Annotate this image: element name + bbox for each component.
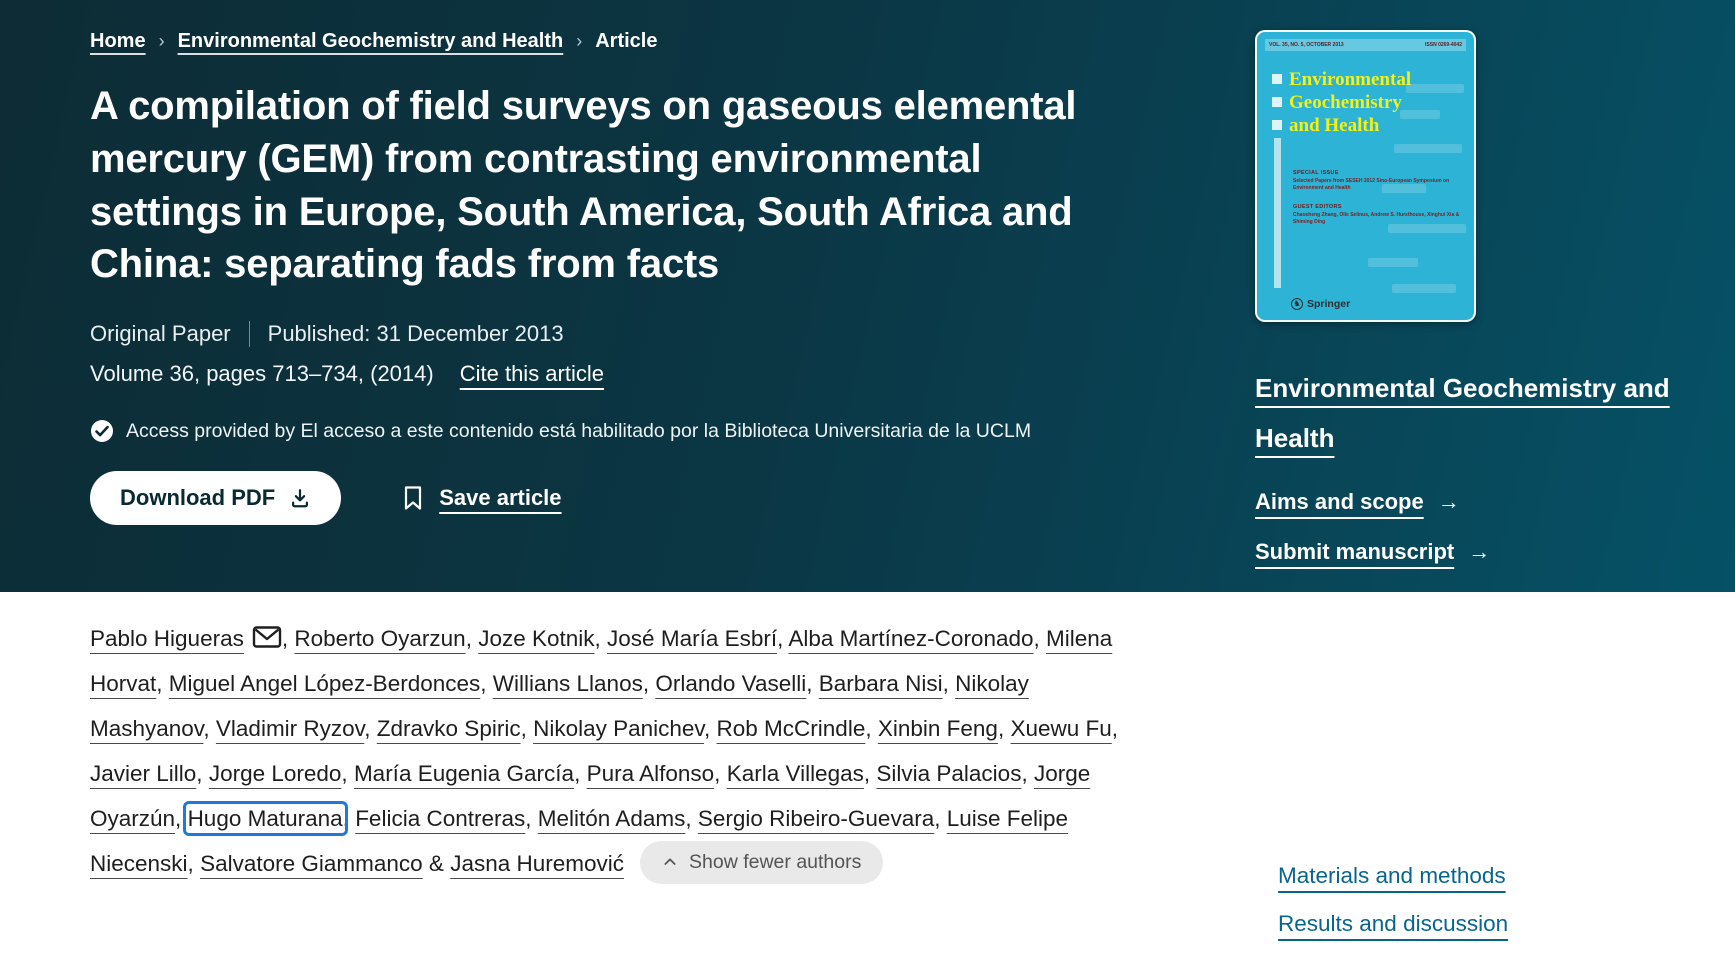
article-title: A compilation of field surveys on gaseous elemental mercury (GEM) from contrasting environmental settings in Europe, South America, South Africa and China: separating fads from facts (90, 84, 1077, 287)
right-arrow-icon: → (1437, 489, 1460, 514)
cover-stripe (1394, 144, 1462, 153)
author-link[interactable]: Alba Martínez-Coronado (788, 626, 1034, 651)
author-link[interactable]: Miguel Angel López-Berdonces (168, 671, 481, 696)
author-names: Pablo Higueras , Roberto Oyarzun, Joze Kotnik, José María Esbrí, Alba Martínez-Coronado, Milena Horvat, Miguel Angel López-Berdonces, Willians Llanos, Orlando Vaselli, Barbara Nisi, Nikolay Mashyanov, Vladimir Ryzov, Zdravko Spiric, Nikolay Panichev, Rob McCrindle, Xinbin Feng, Xuewu Fu, Javier Lillo, Jorge Loredo, María Eugenia García, Pura Alfonso, Karla Villegas, Silvia Palacios, Jorge Oyarzún, Hugo Maturana, Felicia Contreras, Melitón Adams, Sergio Ribeiro-Guevara, Luise Felipe Niecenski, Salvatore Giammanco & Jasna Huremović (90, 626, 1119, 876)
cover-square-decoration (1272, 74, 1282, 84)
cover-publisher-logo: ♞ Springer (1291, 298, 1350, 310)
author-link[interactable]: Jorge Oyarzún (90, 761, 1091, 831)
breadcrumb (90, 30, 1150, 53)
chevron-up-icon (662, 854, 678, 870)
action-buttons (90, 471, 1150, 525)
cover-square-decoration (1272, 120, 1282, 130)
author-list (90, 616, 1130, 887)
save-article-button[interactable] (401, 485, 561, 511)
breadcrumb-separator-icon: › (158, 31, 165, 51)
section-toc (1278, 863, 1508, 937)
bookmark-icon (401, 485, 425, 511)
cover-stripe (1406, 84, 1464, 93)
cover-stripe (1400, 110, 1440, 119)
submit-manuscript-link[interactable]: Submit manuscript → (1255, 539, 1491, 564)
cover-guest-editors: GUEST EDITORS Chaosheng Zhang, Olle Selinus, Andrew S. Hursthouse, Xinghui Xia & Shiming Ding (1293, 204, 1460, 225)
author-link[interactable]: Salvatore Giammanco (200, 851, 423, 876)
download-pdf-button[interactable] (90, 471, 341, 525)
author-link[interactable]: Vladimir Ryzov (215, 716, 365, 741)
download-pdf-label: Download PDF (120, 485, 276, 511)
author-link[interactable]: Hugo Maturana (187, 806, 343, 831)
breadcrumb-home-link[interactable]: Home (90, 30, 146, 52)
cover-square-decoration (1272, 97, 1282, 107)
author-link[interactable]: José María Esbrí (607, 626, 778, 651)
cover-bar-decoration (1274, 138, 1281, 288)
article-type: Original Paper (90, 321, 231, 347)
springer-knight-icon: ♞ (1291, 298, 1303, 310)
author-link[interactable]: Sergio Ribeiro-Guevara (697, 806, 935, 831)
cover-journal-title: Environmental Geochemistry and Health (1289, 69, 1412, 136)
volume-pages: Volume 36, pages 713–734, (2014) (90, 361, 434, 387)
breadcrumb-separator-icon: › (576, 31, 583, 51)
author-link[interactable]: María Eugenia García (353, 761, 575, 786)
author-link[interactable]: Xinbin Feng (877, 716, 998, 741)
volume-row (90, 361, 1150, 387)
author-link[interactable]: Nikolay Mashyanov (90, 671, 1029, 741)
aims-and-scope-link[interactable]: Aims and scope → (1255, 489, 1460, 514)
cover-special-issue: SPECIAL ISSUE Selected Papers from SESEH 2012 Sino-European Symposium on Environment and Health (1293, 170, 1450, 191)
toc-link[interactable]: Materials and methods (1278, 863, 1506, 888)
breadcrumb-current: Article (595, 30, 658, 52)
author-link[interactable]: Rob McCrindle (716, 716, 866, 741)
meta-divider (249, 321, 250, 347)
author-link[interactable]: Milena Horvat (90, 626, 1113, 696)
author-link[interactable]: Luise Felipe Niecenski (90, 806, 1069, 876)
cover-stripe (1382, 184, 1426, 193)
cover-stripe (1392, 284, 1456, 293)
author-link[interactable]: Silvia Palacios (876, 761, 1022, 786)
author-link[interactable]: Javier Lillo (90, 761, 197, 786)
author-link[interactable]: Nikolay Panichev (533, 716, 705, 741)
author-link[interactable]: Karla Villegas (726, 761, 864, 786)
author-link[interactable]: Melitón Adams (537, 806, 686, 831)
author-link[interactable]: Orlando Vaselli (655, 671, 807, 696)
show-fewer-authors-button[interactable] (640, 841, 883, 884)
access-row (90, 419, 1150, 443)
show-fewer-authors-label: Show fewer authors (689, 850, 862, 873)
right-arrow-icon: → (1468, 539, 1491, 564)
author-link[interactable]: Felicia Contreras (355, 806, 526, 831)
breadcrumb-journal-link[interactable]: Environmental Geochemistry and Health (177, 30, 564, 52)
cover-stripe (1368, 258, 1418, 267)
hero-content (90, 30, 1150, 525)
author-link[interactable]: Jorge Loredo (208, 761, 342, 786)
author-link[interactable]: Jasna Huremović (450, 851, 625, 876)
cover-masthead (1265, 39, 1466, 51)
published-date: Published: 31 December 2013 (267, 321, 564, 347)
author-link[interactable]: Joze Kotnik (478, 626, 595, 651)
cover-volume-line: VOL. 35, NO. 5, OCTOBER 2013 (1269, 42, 1344, 48)
author-link[interactable]: Zdravko Spiric (376, 716, 521, 741)
access-note: Access provided by El acceso a este contenido está habilitado por la Biblioteca Universitaria de la UCLM (126, 419, 1032, 442)
author-link[interactable]: Roberto Oyarzun (294, 626, 466, 651)
journal-title-link[interactable]: Environmental Geochemistry and Health (1255, 373, 1670, 453)
author-link[interactable]: Pura Alfonso (586, 761, 715, 786)
author-link[interactable]: Willians Llanos (492, 671, 643, 696)
article-meta (90, 321, 1150, 347)
save-article-label: Save article (439, 485, 562, 511)
check-circle-icon (90, 419, 114, 443)
author-link[interactable]: Pablo Higueras (90, 626, 244, 651)
author-link[interactable]: Barbara Nisi (818, 671, 943, 696)
download-icon (289, 487, 311, 509)
author-link[interactable]: Xuewu Fu (1010, 716, 1112, 741)
toc-link[interactable]: Results and discussion (1278, 911, 1509, 936)
journal-cover-image[interactable] (1255, 30, 1476, 322)
cover-stripe (1388, 224, 1466, 233)
email-icon (252, 625, 282, 649)
cover-issn: ISSN 0269-4042 (1425, 42, 1462, 48)
cite-article-link[interactable]: Cite this article (459, 361, 604, 387)
